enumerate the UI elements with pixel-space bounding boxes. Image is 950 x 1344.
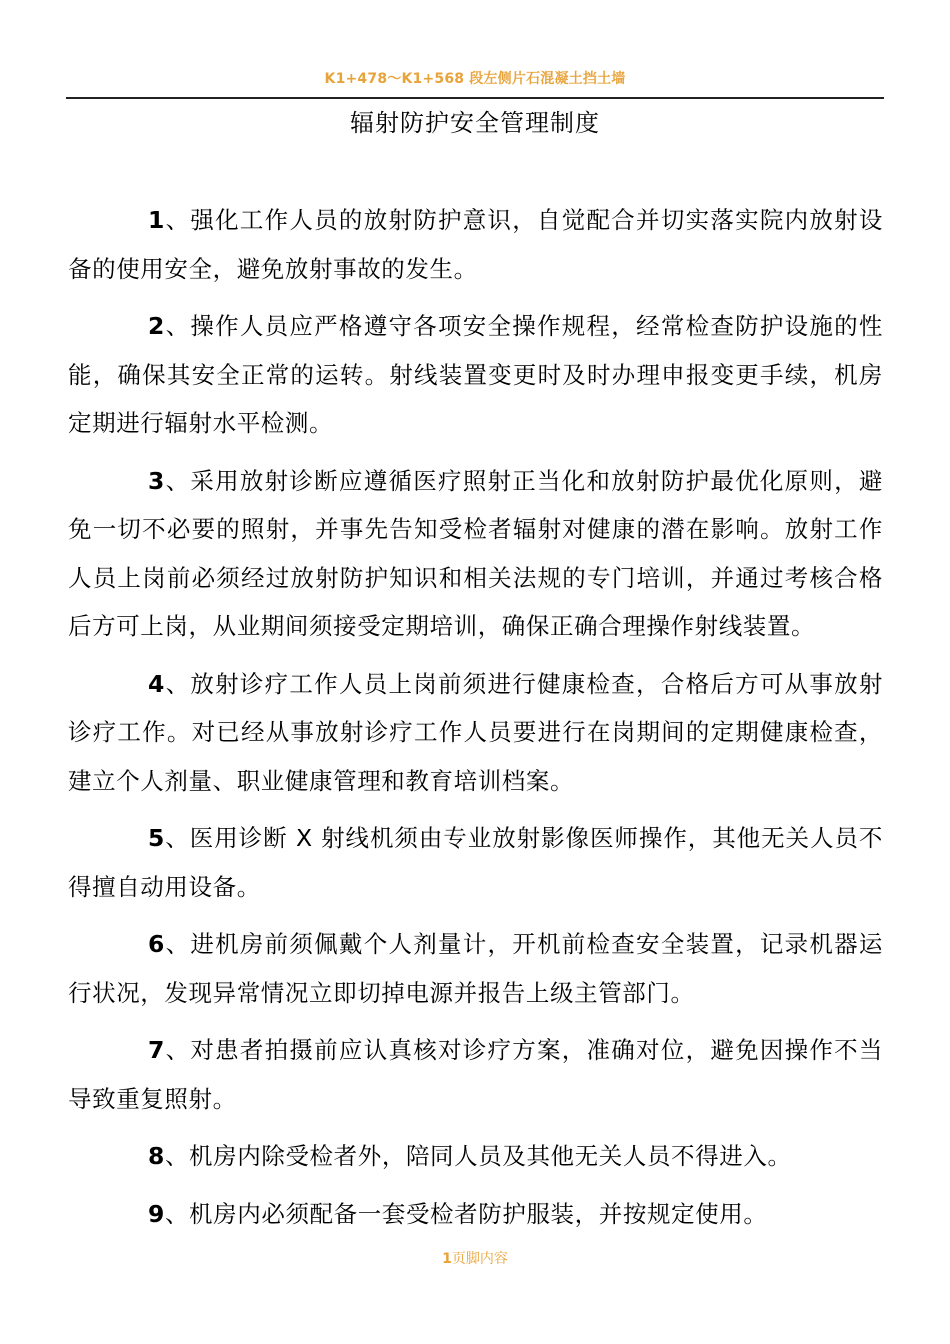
paragraph-number: 2 <box>148 312 165 340</box>
paragraph-number: 6 <box>148 930 165 958</box>
footer-text: 页脚内容 <box>451 1251 508 1267</box>
page-header: K1+478～K1+568 段左侧片石混凝土挡土墙 <box>324 71 626 87</box>
paragraph-number: 3 <box>148 466 165 495</box>
paragraph-text: 、对患者拍摄前应认真核对诊疗方案，准确对位，避免因操作不当导致重复照射。 <box>68 1036 883 1113</box>
paragraph-text: 、机房内除受检者外，陪同人员及其他无关人员不得进入。 <box>164 1142 792 1170</box>
paragraph-text: 、机房内必须配备一套受检者防护服装，并按规定使用。 <box>164 1199 768 1228</box>
paragraph-3 <box>68 457 883 651</box>
page-footer <box>0 1248 950 1268</box>
document-body <box>68 196 883 1247</box>
paragraph-text: 、放射诊疗工作人员上岗前须进行健康检查，合格后方可从事放射诊疗工作。对已经从事放射诊疗工作人员要进行在岗期间的定期健康检查，建立个人剂量、职业健康管理和教育培训档案。 <box>68 669 883 795</box>
footer-page-number: 1 <box>442 1251 452 1267</box>
paragraph-number: 8 <box>148 1142 165 1170</box>
paragraph-5 <box>68 814 883 911</box>
paragraph-8 <box>68 1132 883 1181</box>
paragraph-7 <box>68 1026 883 1123</box>
paragraph-text: 、采用放射诊断应遵循医疗照射正当化和放射防护最优化原则，避免一切不必要的照射，并事先告知受检者辐射对健康的潜在影响。放射工作人员上岗前必须经过放射防护知识和相关法规的专门培训，并通过考核合格后方可上岗，从业期间须接受定期培训，确保正确合理操作射线装置。 <box>68 466 883 640</box>
paragraph-text: 、强化工作人员的放射防护意识，自觉配合并切实落实院内放射设备的使用安全，避免放射事故的发生。 <box>68 206 883 283</box>
paragraph-number: 5 <box>148 824 165 852</box>
paragraph-2 <box>68 302 883 448</box>
document-title: 辐射防护安全管理制度 <box>350 109 600 137</box>
paragraph-text: 、操作人员应严格遵守各项安全操作规程，经常检查防护设施的性能，确保其安全正常的运转。射线装置变更时及时办理申报变更手续，机房定期进行辐射水平检测。 <box>68 312 883 437</box>
paragraph-1 <box>68 196 883 293</box>
paragraph-text: 、医用诊断 X 射线机须由专业放射影像医师操作，其他无关人员不得擅自动用设备。 <box>68 824 883 901</box>
paragraph-number: 4 <box>148 669 165 698</box>
paragraph-number: 9 <box>148 1199 165 1228</box>
paragraph-text: 、进机房前须佩戴个人剂量计，开机前检查安全装置，记录机器运行状况，发现异常情况立即切掉电源并报告上级主管部门。 <box>68 930 883 1007</box>
paragraph-9 <box>68 1190 883 1239</box>
header-divider <box>66 97 884 99</box>
paragraph-number: 1 <box>148 206 165 234</box>
paragraph-number: 7 <box>148 1036 165 1064</box>
paragraph-4 <box>68 660 883 806</box>
paragraph-6 <box>68 920 883 1017</box>
